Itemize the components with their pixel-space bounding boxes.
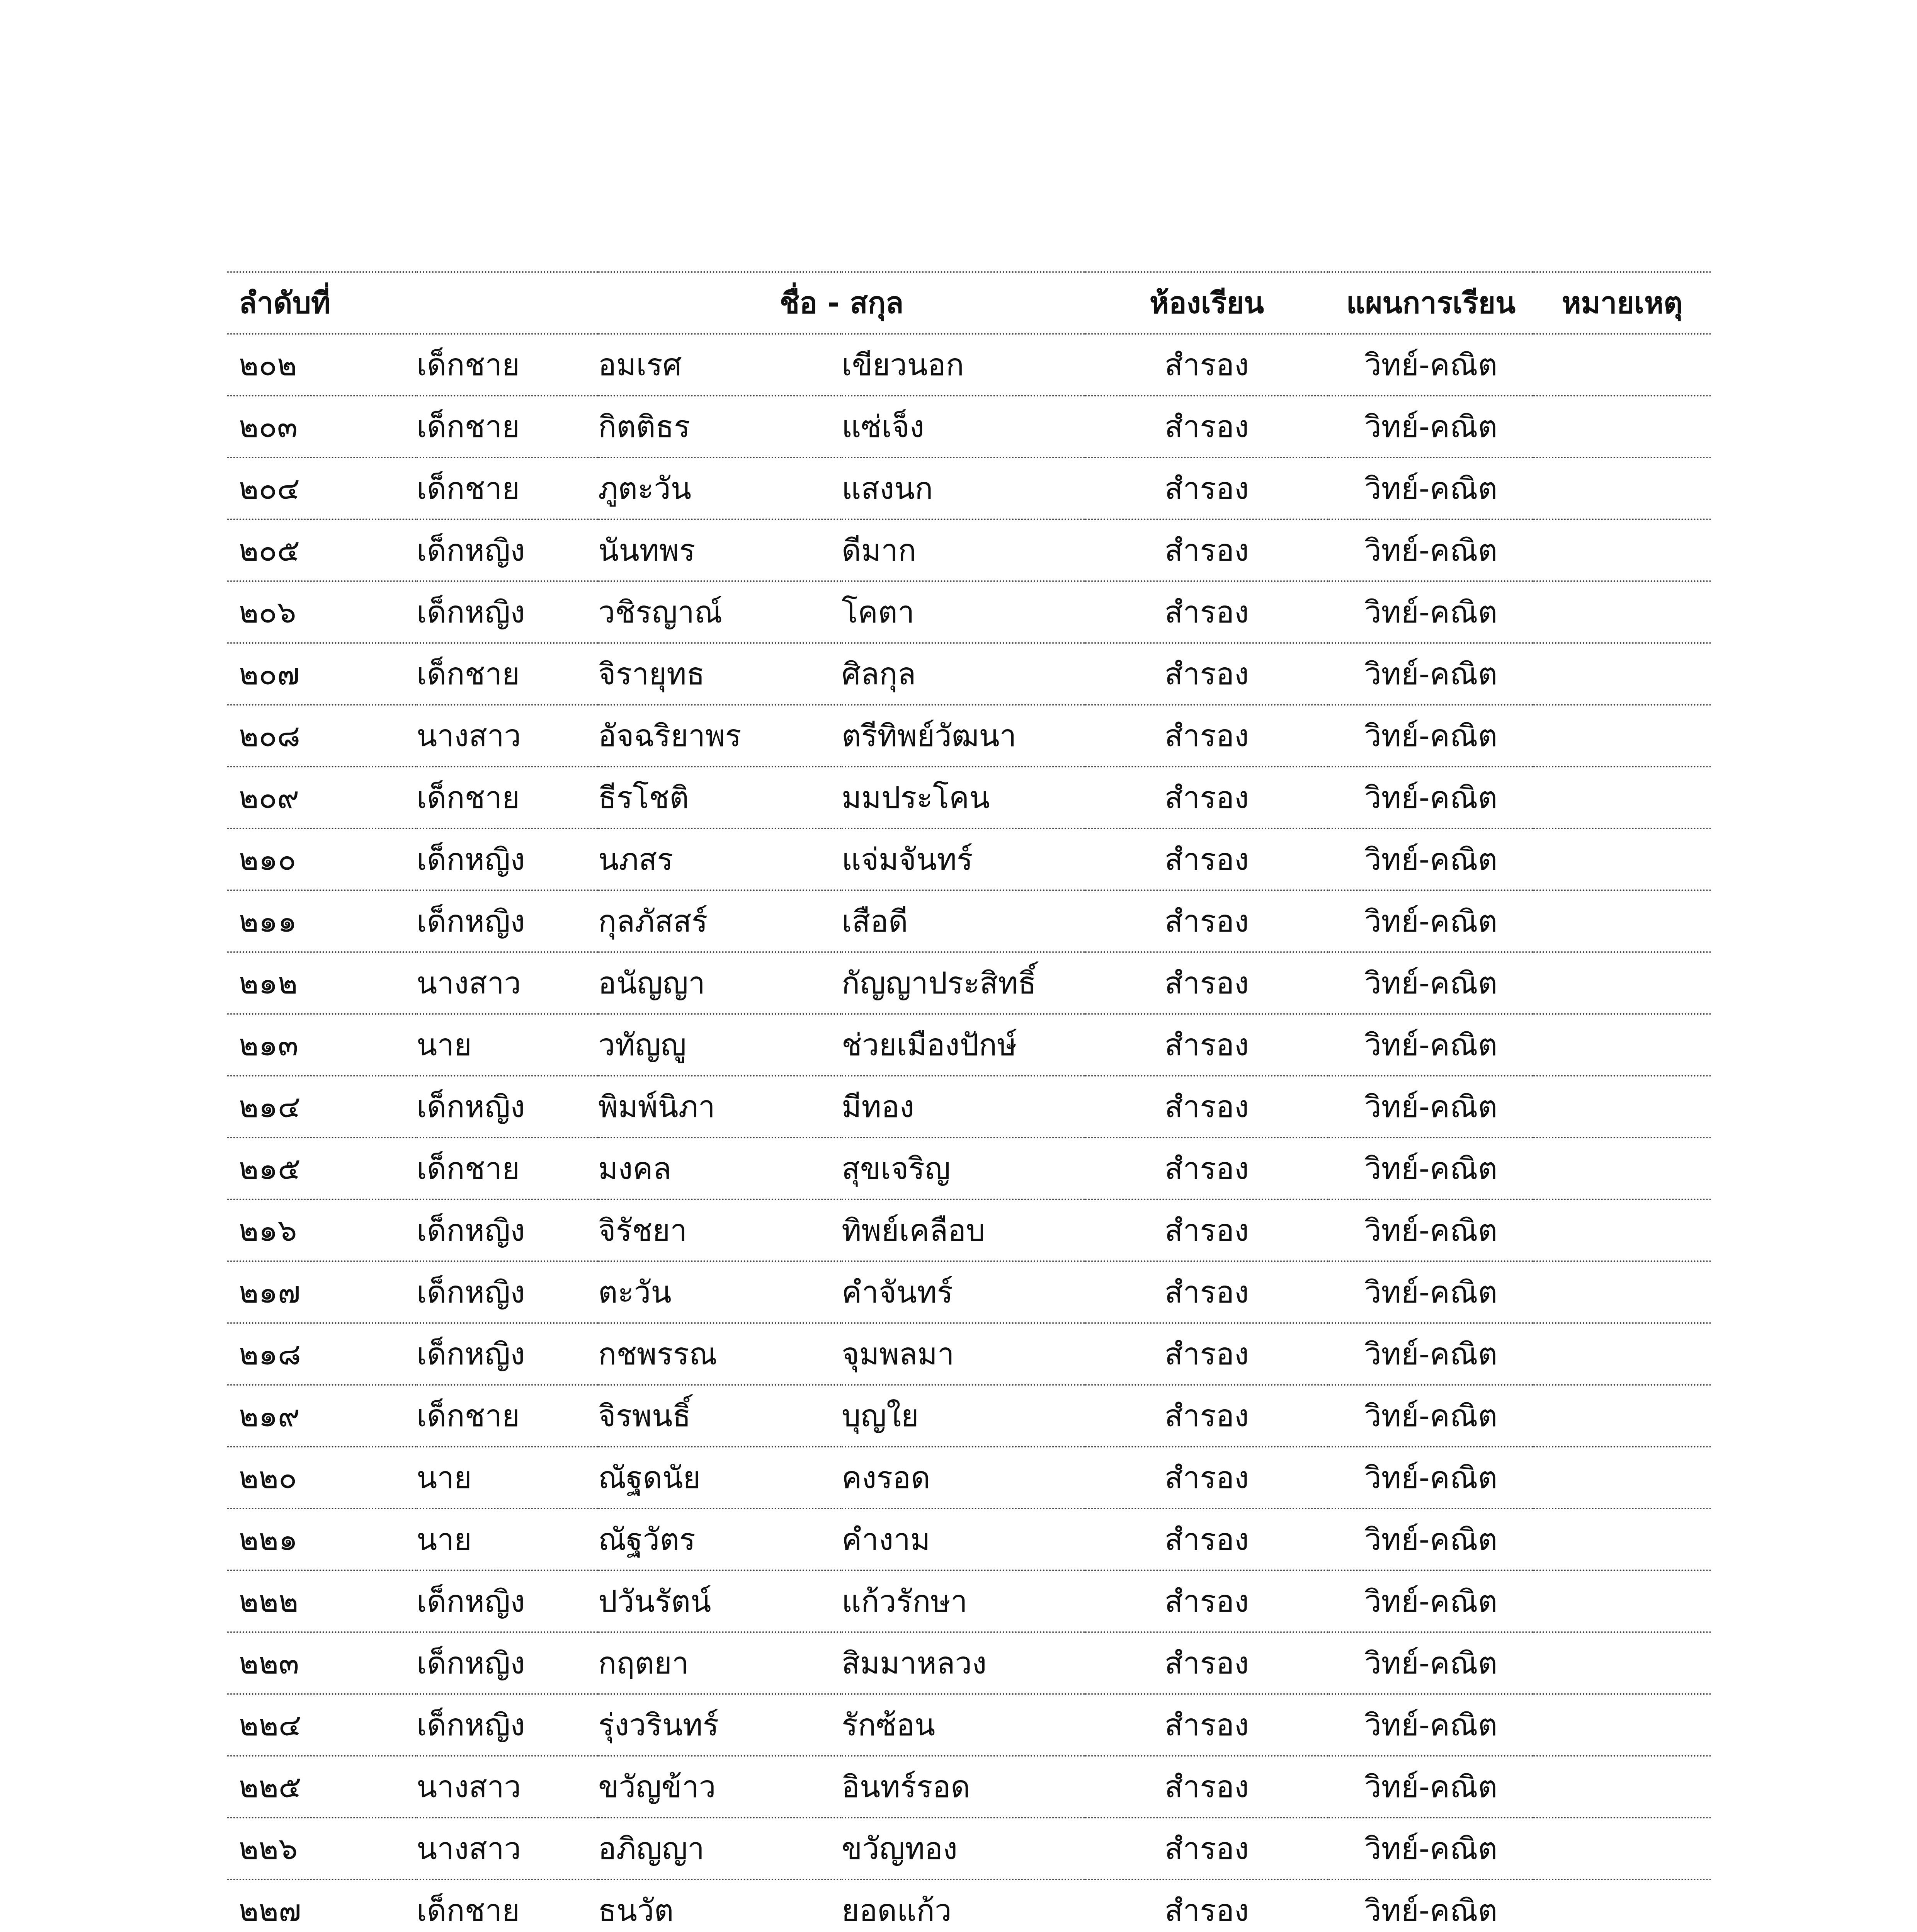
cell-note <box>1533 1879 1711 1932</box>
cell-first-name: กิตติธร <box>598 396 842 457</box>
cell-note <box>1533 1694 1711 1756</box>
cell-no: ๒๐๗ <box>227 643 417 705</box>
cell-room: สำรอง <box>1085 1447 1328 1509</box>
cell-note <box>1533 1138 1711 1199</box>
cell-no: ๒๒๖ <box>227 1818 417 1879</box>
cell-note <box>1533 767 1711 828</box>
cell-last-name: แก้วรักษา <box>842 1570 1085 1632</box>
table-row <box>227 1818 1711 1879</box>
cell-room: สำรอง <box>1085 1756 1328 1818</box>
cell-room: สำรอง <box>1085 1818 1328 1879</box>
cell-note <box>1533 1570 1711 1632</box>
cell-note <box>1533 1014 1711 1076</box>
cell-last-name: เขียวนอก <box>842 334 1085 396</box>
cell-note <box>1533 1323 1711 1385</box>
table-row <box>227 1199 1711 1261</box>
cell-last-name: เสือดี <box>842 890 1085 952</box>
cell-first-name: ขวัญข้าว <box>598 1756 842 1818</box>
cell-first-name: รุ่งวรินทร์ <box>598 1694 842 1756</box>
cell-prefix: นางสาว <box>417 1818 598 1879</box>
cell-prefix: นางสาว <box>417 952 598 1014</box>
cell-prefix: นาย <box>417 1509 598 1570</box>
cell-first-name: ธีรโชติ <box>598 767 842 828</box>
table-row <box>227 457 1711 519</box>
cell-prefix: นาย <box>417 1014 598 1076</box>
table-row <box>227 1385 1711 1447</box>
cell-room: สำรอง <box>1085 1323 1328 1385</box>
cell-first-name: จิรัชยา <box>598 1199 842 1261</box>
table-row <box>227 1014 1711 1076</box>
cell-last-name: ดีมาก <box>842 519 1085 581</box>
table-row <box>227 705 1711 767</box>
cell-first-name: มงคล <box>598 1138 842 1199</box>
header-room: ห้องเรียน <box>1085 272 1328 334</box>
cell-last-name: มีทอง <box>842 1076 1085 1138</box>
cell-room: สำรอง <box>1085 705 1328 767</box>
cell-last-name: คำงาม <box>842 1509 1085 1570</box>
cell-no: ๒๐๓ <box>227 396 417 457</box>
cell-room: สำรอง <box>1085 767 1328 828</box>
cell-note <box>1533 1199 1711 1261</box>
cell-no: ๒๑๘ <box>227 1323 417 1385</box>
cell-first-name: จิรายุทธ <box>598 643 842 705</box>
table-body <box>227 334 1711 1932</box>
cell-note <box>1533 1385 1711 1447</box>
cell-no: ๒๑๐ <box>227 828 417 890</box>
table-row <box>227 1323 1711 1385</box>
cell-last-name: สุขเจริญ <box>842 1138 1085 1199</box>
cell-note <box>1533 952 1711 1014</box>
table-row <box>227 1509 1711 1570</box>
cell-plan: วิทย์-คณิต <box>1328 457 1533 519</box>
cell-prefix: เด็กชาย <box>417 767 598 828</box>
cell-prefix: นางสาว <box>417 1756 598 1818</box>
cell-note <box>1533 581 1711 643</box>
cell-room: สำรอง <box>1085 952 1328 1014</box>
cell-prefix: เด็กหญิง <box>417 1632 598 1694</box>
cell-room: สำรอง <box>1085 1632 1328 1694</box>
cell-first-name: วชิรญาณ์ <box>598 581 842 643</box>
cell-note <box>1533 457 1711 519</box>
cell-prefix: เด็กชาย <box>417 396 598 457</box>
cell-last-name: ศิลกุล <box>842 643 1085 705</box>
cell-plan: วิทย์-คณิต <box>1328 1014 1533 1076</box>
cell-last-name: แจ่มจันทร์ <box>842 828 1085 890</box>
cell-note <box>1533 1447 1711 1509</box>
cell-plan: วิทย์-คณิต <box>1328 396 1533 457</box>
cell-prefix: เด็กชาย <box>417 1385 598 1447</box>
cell-no: ๒๒๕ <box>227 1756 417 1818</box>
cell-no: ๒๐๖ <box>227 581 417 643</box>
cell-note <box>1533 1818 1711 1879</box>
header-plan: แผนการเรียน <box>1328 272 1533 334</box>
cell-plan: วิทย์-คณิต <box>1328 1818 1533 1879</box>
table-header <box>227 272 1711 334</box>
table-row <box>227 1447 1711 1509</box>
cell-prefix: เด็กหญิง <box>417 519 598 581</box>
cell-room: สำรอง <box>1085 1879 1328 1932</box>
cell-first-name: ธนวัต <box>598 1879 842 1932</box>
cell-no: ๒๒๗ <box>227 1879 417 1932</box>
cell-note <box>1533 828 1711 890</box>
cell-prefix: เด็กชาย <box>417 643 598 705</box>
cell-prefix: เด็กหญิง <box>417 1570 598 1632</box>
header-no: ลำดับที่ <box>227 272 417 334</box>
cell-plan: วิทย์-คณิต <box>1328 1694 1533 1756</box>
cell-last-name: บุญใย <box>842 1385 1085 1447</box>
cell-no: ๒๑๙ <box>227 1385 417 1447</box>
cell-prefix: นางสาว <box>417 705 598 767</box>
cell-room: สำรอง <box>1085 1509 1328 1570</box>
cell-first-name: วทัญญู <box>598 1014 842 1076</box>
cell-last-name: ทิพย์เคลือบ <box>842 1199 1085 1261</box>
table-row <box>227 643 1711 705</box>
cell-note <box>1533 890 1711 952</box>
cell-last-name: คงรอด <box>842 1447 1085 1509</box>
cell-prefix: เด็กชาย <box>417 1138 598 1199</box>
cell-room: สำรอง <box>1085 1138 1328 1199</box>
cell-no: ๒๐๔ <box>227 457 417 519</box>
cell-first-name: จิรพนธิ์ <box>598 1385 842 1447</box>
cell-note <box>1533 1261 1711 1323</box>
cell-room: สำรอง <box>1085 1385 1328 1447</box>
cell-prefix: เด็กหญิง <box>417 1261 598 1323</box>
cell-note <box>1533 1509 1711 1570</box>
cell-room: สำรอง <box>1085 1261 1328 1323</box>
cell-room: สำรอง <box>1085 334 1328 396</box>
cell-plan: วิทย์-คณิต <box>1328 1447 1533 1509</box>
table-row <box>227 1879 1711 1932</box>
cell-no: ๒๐๘ <box>227 705 417 767</box>
cell-no: ๒๒๑ <box>227 1509 417 1570</box>
cell-first-name: อนัญญา <box>598 952 842 1014</box>
cell-last-name: ตรีทิพย์วัฒนา <box>842 705 1085 767</box>
table-row <box>227 767 1711 828</box>
cell-room: สำรอง <box>1085 1570 1328 1632</box>
cell-no: ๒๐๒ <box>227 334 417 396</box>
table-row <box>227 1261 1711 1323</box>
cell-no: ๒๒๔ <box>227 1694 417 1756</box>
cell-room: สำรอง <box>1085 890 1328 952</box>
cell-plan: วิทย์-คณิต <box>1328 1570 1533 1632</box>
cell-plan: วิทย์-คณิต <box>1328 1199 1533 1261</box>
cell-no: ๒๒๐ <box>227 1447 417 1509</box>
cell-plan: วิทย์-คณิต <box>1328 767 1533 828</box>
cell-no: ๒๒๒ <box>227 1570 417 1632</box>
cell-plan: วิทย์-คณิต <box>1328 1138 1533 1199</box>
cell-room: สำรอง <box>1085 581 1328 643</box>
table-row <box>227 1570 1711 1632</box>
cell-last-name: ยอดแก้ว <box>842 1879 1085 1932</box>
table-row <box>227 952 1711 1014</box>
cell-no: ๒๑๓ <box>227 1014 417 1076</box>
cell-first-name: ปวันรัตน์ <box>598 1570 842 1632</box>
cell-last-name: ขวัญทอง <box>842 1818 1085 1879</box>
cell-prefix: เด็กหญิง <box>417 828 598 890</box>
cell-plan: วิทย์-คณิต <box>1328 952 1533 1014</box>
cell-last-name: แสงนก <box>842 457 1085 519</box>
cell-last-name: ช่วยเมืองปักษ์ <box>842 1014 1085 1076</box>
cell-first-name: กฤตยา <box>598 1632 842 1694</box>
cell-first-name: อภิญญา <box>598 1818 842 1879</box>
cell-first-name: นภสร <box>598 828 842 890</box>
cell-last-name: สิมมาหลวง <box>842 1632 1085 1694</box>
cell-prefix: เด็กหญิง <box>417 1076 598 1138</box>
cell-note <box>1533 643 1711 705</box>
table-row <box>227 1632 1711 1694</box>
table-row <box>227 396 1711 457</box>
cell-plan: วิทย์-คณิต <box>1328 1261 1533 1323</box>
cell-last-name: คำจันทร์ <box>842 1261 1085 1323</box>
cell-first-name: ภูตะวัน <box>598 457 842 519</box>
cell-plan: วิทย์-คณิต <box>1328 890 1533 952</box>
cell-plan: วิทย์-คณิต <box>1328 705 1533 767</box>
cell-note <box>1533 705 1711 767</box>
cell-note <box>1533 1076 1711 1138</box>
cell-room: สำรอง <box>1085 828 1328 890</box>
cell-first-name: อมเรศ <box>598 334 842 396</box>
cell-first-name: อัจฉริยาพร <box>598 705 842 767</box>
cell-prefix: เด็กชาย <box>417 457 598 519</box>
cell-prefix: เด็กหญิง <box>417 1199 598 1261</box>
cell-first-name: นันทพร <box>598 519 842 581</box>
cell-last-name: มมประโคน <box>842 767 1085 828</box>
cell-room: สำรอง <box>1085 1199 1328 1261</box>
cell-first-name: พิมพ์นิภา <box>598 1076 842 1138</box>
table-row <box>227 581 1711 643</box>
table-row <box>227 1138 1711 1199</box>
cell-room: สำรอง <box>1085 643 1328 705</box>
cell-no: ๒๐๙ <box>227 767 417 828</box>
cell-prefix: เด็กหญิง <box>417 581 598 643</box>
table-row <box>227 1756 1711 1818</box>
table-row <box>227 334 1711 396</box>
cell-prefix: เด็กชาย <box>417 334 598 396</box>
cell-plan: วิทย์-คณิต <box>1328 643 1533 705</box>
cell-first-name: ณัฐวัตร <box>598 1509 842 1570</box>
cell-room: สำรอง <box>1085 457 1328 519</box>
cell-plan: วิทย์-คณิต <box>1328 581 1533 643</box>
cell-room: สำรอง <box>1085 1076 1328 1138</box>
cell-no: ๒๒๓ <box>227 1632 417 1694</box>
cell-room: สำรอง <box>1085 1014 1328 1076</box>
table-row <box>227 1694 1711 1756</box>
table-row <box>227 1076 1711 1138</box>
cell-last-name: รักซ้อน <box>842 1694 1085 1756</box>
cell-plan: วิทย์-คณิต <box>1328 1632 1533 1694</box>
cell-plan: วิทย์-คณิต <box>1328 1323 1533 1385</box>
cell-no: ๒๑๔ <box>227 1076 417 1138</box>
cell-last-name: กัญญาประสิทธิ์ <box>842 952 1085 1014</box>
header-row <box>227 272 1711 334</box>
header-note: หมายเหตุ <box>1533 272 1711 334</box>
cell-note <box>1533 1756 1711 1818</box>
cell-last-name: อินทร์รอด <box>842 1756 1085 1818</box>
cell-prefix: เด็กหญิง <box>417 890 598 952</box>
cell-prefix: เด็กชาย <box>417 1879 598 1932</box>
cell-no: ๒๑๖ <box>227 1199 417 1261</box>
cell-note <box>1533 519 1711 581</box>
cell-no: ๒๑๕ <box>227 1138 417 1199</box>
cell-note <box>1533 1632 1711 1694</box>
cell-first-name: กชพรรณ <box>598 1323 842 1385</box>
cell-no: ๒๑๒ <box>227 952 417 1014</box>
cell-plan: วิทย์-คณิต <box>1328 1879 1533 1932</box>
cell-plan: วิทย์-คณิต <box>1328 1385 1533 1447</box>
cell-last-name: จุมพลมา <box>842 1323 1085 1385</box>
student-roster-table <box>227 271 1711 1932</box>
cell-plan: วิทย์-คณิต <box>1328 334 1533 396</box>
cell-note <box>1533 334 1711 396</box>
cell-note <box>1533 396 1711 457</box>
cell-plan: วิทย์-คณิต <box>1328 1076 1533 1138</box>
cell-last-name: แซ่เจ็ง <box>842 396 1085 457</box>
cell-prefix: เด็กหญิง <box>417 1323 598 1385</box>
table-row <box>227 890 1711 952</box>
cell-room: สำรอง <box>1085 396 1328 457</box>
header-name: ชื่อ - สกุล <box>598 272 1085 334</box>
cell-plan: วิทย์-คณิต <box>1328 828 1533 890</box>
cell-no: ๒๑๑ <box>227 890 417 952</box>
cell-last-name: โคตา <box>842 581 1085 643</box>
cell-no: ๒๐๕ <box>227 519 417 581</box>
cell-plan: วิทย์-คณิต <box>1328 1509 1533 1570</box>
cell-prefix: นาย <box>417 1447 598 1509</box>
table-row <box>227 828 1711 890</box>
cell-room: สำรอง <box>1085 519 1328 581</box>
cell-no: ๒๑๗ <box>227 1261 417 1323</box>
table-row <box>227 519 1711 581</box>
cell-first-name: กุลภัสสร์ <box>598 890 842 952</box>
cell-room: สำรอง <box>1085 1694 1328 1756</box>
cell-first-name: ณัฐดนัย <box>598 1447 842 1509</box>
cell-plan: วิทย์-คณิต <box>1328 519 1533 581</box>
cell-prefix: เด็กหญิง <box>417 1694 598 1756</box>
cell-first-name: ตะวัน <box>598 1261 842 1323</box>
cell-plan: วิทย์-คณิต <box>1328 1756 1533 1818</box>
